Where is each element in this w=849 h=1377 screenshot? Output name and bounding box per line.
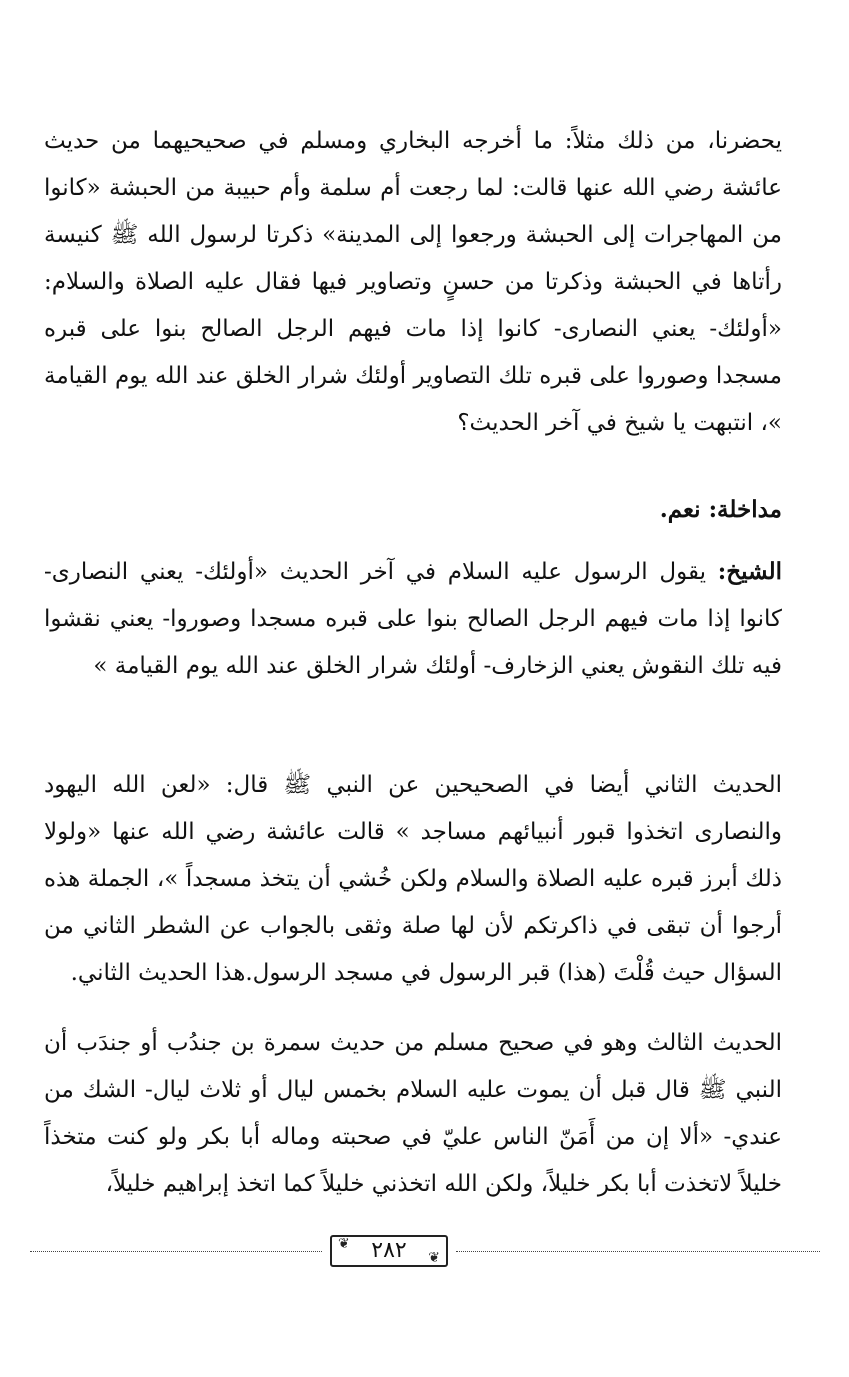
ornament-flourish-icon: ❦	[338, 1236, 350, 1252]
speaker-label: الشيخ:	[717, 558, 782, 585]
paragraph-4	[44, 762, 782, 997]
dotted-rule-left	[30, 1251, 322, 1252]
paragraph-3	[44, 548, 782, 690]
ornament-flourish-icon: ❦	[428, 1250, 440, 1266]
page-number-frame	[330, 1235, 448, 1267]
paragraph-5	[44, 1020, 782, 1208]
paragraph-1	[44, 118, 782, 447]
page-footer	[30, 1233, 820, 1273]
page-number: ٢٨٢	[371, 1238, 407, 1263]
dotted-rule-right	[456, 1251, 820, 1252]
paragraph-1-text: يحضرنا، من ذلك مثلاً: ما أخرجه البخاري ومسلم في صحيحيهما من حديث عائشة رضي الله عنها قالت: لما رجعت أم سلمة وأم حبيبة من الحبشة «كانوا من المهاجرات إلى الحبشة ورجعوا إلى المدينة» ذكرتا لرسول الله ﷺ كنيسة رأتاها في الحبشة وذكرتا من حسنٍ وتصاوير فيها فقال عليه الصلاة والسلام: «أولئك- يعني النصارى- كانوا إذا مات فيهم الرجل الصالح بنوا على قبره مسجدا وصوروا على قبره تلك التصاوير أولئك شرار الخلق عند الله يوم القيامة »، انتبهت يا شيخ في آخر الحديث؟	[44, 128, 782, 436]
paragraph-5-text: الحديث الثالث وهو في صحيح مسلم من حديث سمرة بن جندُب أو جندَب أن النبي ﷺ قال قبل أن يموت عليه السلام بخمس ليال أو ثلاث ليال- الشك من عندي- «ألا إن من أَمَنّ الناس عليّ في صحبته وماله أبا بكر ولو كنت متخذاً خليلاً لاتخذت أبا بكر خليلاً، ولكن الله اتخذني خليلاً كما اتخذ إبراهيم خليلاً،	[44, 1030, 782, 1197]
paragraph-3-text: يقول الرسول عليه السلام في آخر الحديث «أولئك- يعني النصارى- كانوا إذا مات فيهم الرجل الصالح بنوا على قبره مسجدا وصوروا- يعني نقشوا فيه تلك النقوش يعني الزخارف- أولئك شرار الخلق عند الله يوم القيامة »	[44, 559, 782, 679]
paragraph-2-text: نعم.	[659, 496, 709, 523]
paragraph-2	[44, 486, 782, 534]
paragraph-4-text: الحديث الثاني أيضا في الصحيحين عن النبي ﷺ قال: «لعن الله اليهود والنصارى اتخذوا قبور أنبيائهم مساجد » قالت عائشة رضي الله عنها «ولولا ذلك أبرز قبره عليه الصلاة والسلام ولكن خُشي أن يتخذ مسجداً »، الجملة هذه أرجوا أن تبقى في ذاكرتكم لأن لها صلة وثقى بالجواب عن الشطر الثاني من السؤال حيث قُلْتَ (هذا) قبر الرسول في مسجد الرسول.هذا الحديث الثاني.	[44, 772, 782, 986]
speaker-label: مداخلة:	[708, 496, 782, 523]
